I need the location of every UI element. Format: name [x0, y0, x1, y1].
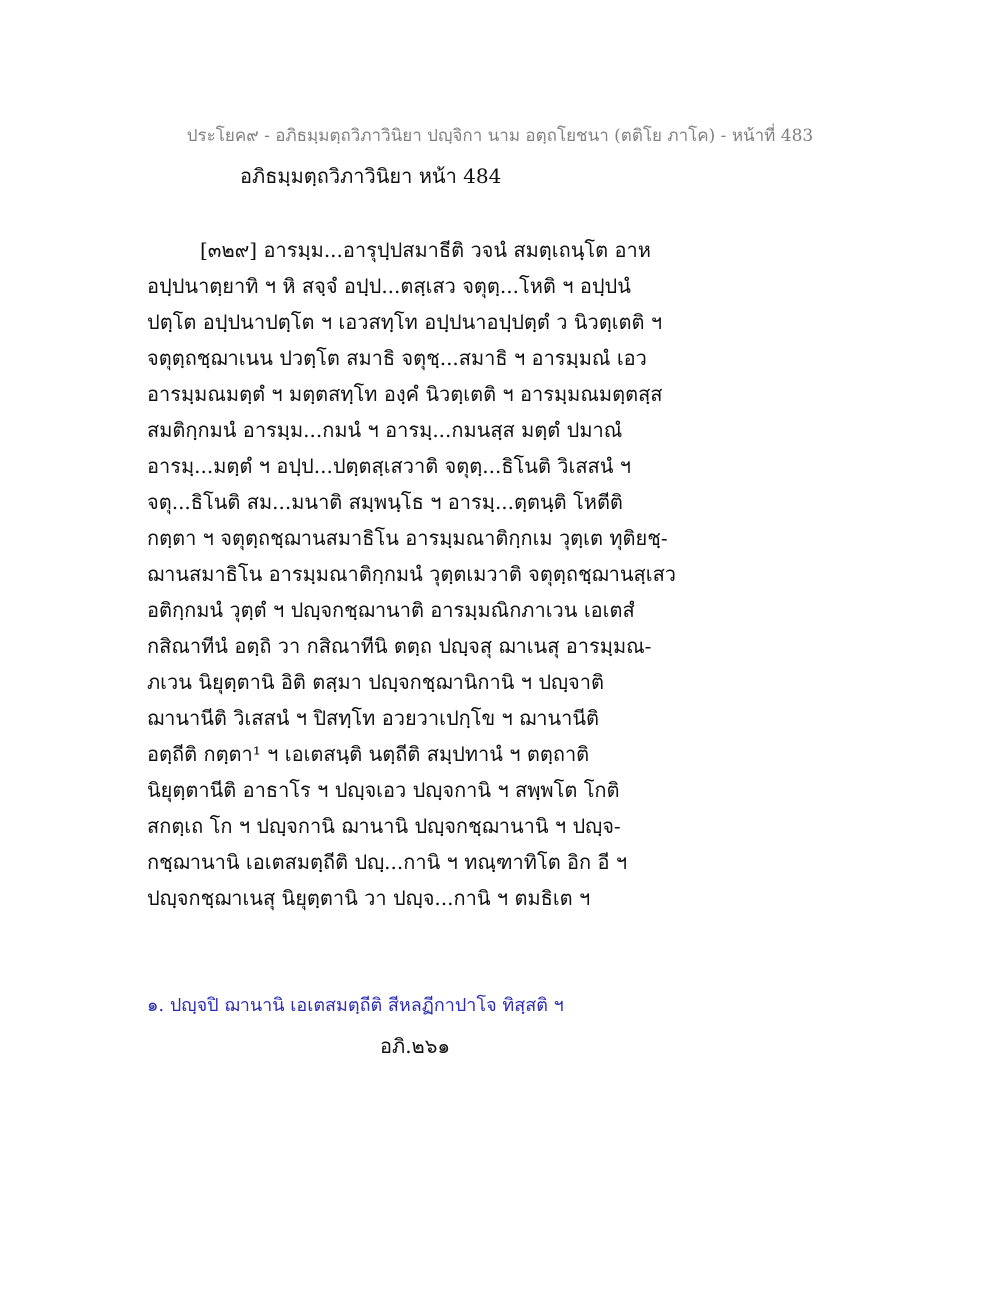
text-line: ฌานสมาธิโน อารมฺมณาติกฺกมนํ วุตฺตเมวาติ จตุตฺถชฺฌานสฺเสว [147, 562, 677, 586]
text-line: อารมฺ...มตฺตํ ฯ อปฺป...ปตฺตสฺเสวาติ จตุตฺ...ธิโนติ วิเสสนํ ฯ [147, 454, 632, 478]
text-line: ปญฺจกชฺฌาเนสุ นิยุตฺตานิ วา ปญฺจ...กานิ ฯ ตมธิเต ฯ [147, 886, 591, 910]
text-line: ฌานานีติ วิเสสนํ ฯ ปิสทฺโท อวยวาเปกฺโข ฯ ฌานานีติ [147, 706, 600, 730]
running-header: ประโยค๙ - อภิธมฺมตฺถวิภาวินิยา ปญฺจิกา นาม อตฺถโยชนา (ตติโย ภาโค) - หน้าที่ 483 [186, 126, 814, 146]
text-line: อตฺถีติ กตฺตา¹ ฯ เอเตสนฺติ นตฺถีติ สมฺปทานํ ฯ ตตฺถาติ [147, 742, 590, 766]
text-line: จตุ...ธิโนติ สม...มนาติ สมฺพนฺโธ ฯ อารมฺ...ตฺตนฺติ โหตีติ [147, 490, 623, 514]
text-line: [๓๒๙] อารมฺม...อารุปฺปสมาธีติ วจนํ สมตฺเถนฺโต อาห [200, 238, 651, 262]
text-line: กตฺตา ฯ จตุตฺถชฺฌานสมาธิโน อารมฺมณาติกฺกเม วุตฺเต ทุติยชฺ- [147, 526, 668, 550]
text-line: กสิณาทีนํ อตฺถิ วา กสิณาทีนิ ตตฺถ ปญฺจสุ ฌาเนสุ อารมฺมณ- [147, 634, 652, 658]
text-line: สกตฺเถ โก ฯ ปญฺจกานิ ฌานานิ ปญฺจกชฺฌานานิ ฯ ปญฺจ- [147, 814, 621, 838]
page-title: อภิธมฺมตฺถวิภาวินิยา หน้า 484 [240, 164, 502, 188]
body-text [147, 232, 707, 916]
text-line: อปฺปนาตฺยาทิ ฯ หิ สจฺจํ อปฺป...ตสฺเสว จตุตฺ...โหติ ฯ อปฺปนํ [147, 274, 631, 298]
text-line: ภเวน นิยุตฺตานิ อิติ ตสฺมา ปญฺจกชฺฌานิกานิ ฯ ปญฺจาติ [147, 670, 604, 694]
footnote: ๑. ปญฺจปิ ฌานานิ เอเตสมตฺถีติ สีหลฏีกาปาโจ ทิสฺสติ ฯ [147, 995, 564, 1016]
text-line: อารมฺมณมตฺตํ ฯ มตฺตสทฺโท องฺคํ นิวตฺเตติ ฯ อารมฺมณมตฺตสฺส [147, 382, 663, 406]
text-line: กชฺฌานานิ เอเตสมตฺถีติ ปญฺ...กานิ ฯ ทณฺฑาทิโต อิก อี ฯ [147, 850, 628, 874]
page-reference: อภิ.๒๖๑ [380, 1034, 451, 1058]
text-line: นิยุตฺตานีติ อาธาโร ฯ ปญฺจเอว ปญฺจกานิ ฯ สพฺพโต โกติ [147, 778, 620, 802]
text-line: จตุตฺถชฺฌาเนน ปวตฺโต สมาธิ จตุชฺ...สมาธิ ฯ อารมฺมณํ เอว [147, 346, 647, 370]
text-line: อติกฺกมนํ วุตฺตํ ฯ ปญฺจกชฺฌานาติ อารมฺมณิกภาเวน เอเตสํ [147, 598, 635, 622]
text-line: ปตฺโต อปฺปนาปตฺโต ฯ เอวสทฺโท อปฺปนาอปฺปตฺตํ ว นิวตฺเตติ ฯ [147, 310, 663, 334]
text-line: สมติกฺกมนํ อารมฺม...กมนํ ฯ อารมฺ...กมนสฺส มตฺตํ ปมาณํ [147, 418, 623, 442]
